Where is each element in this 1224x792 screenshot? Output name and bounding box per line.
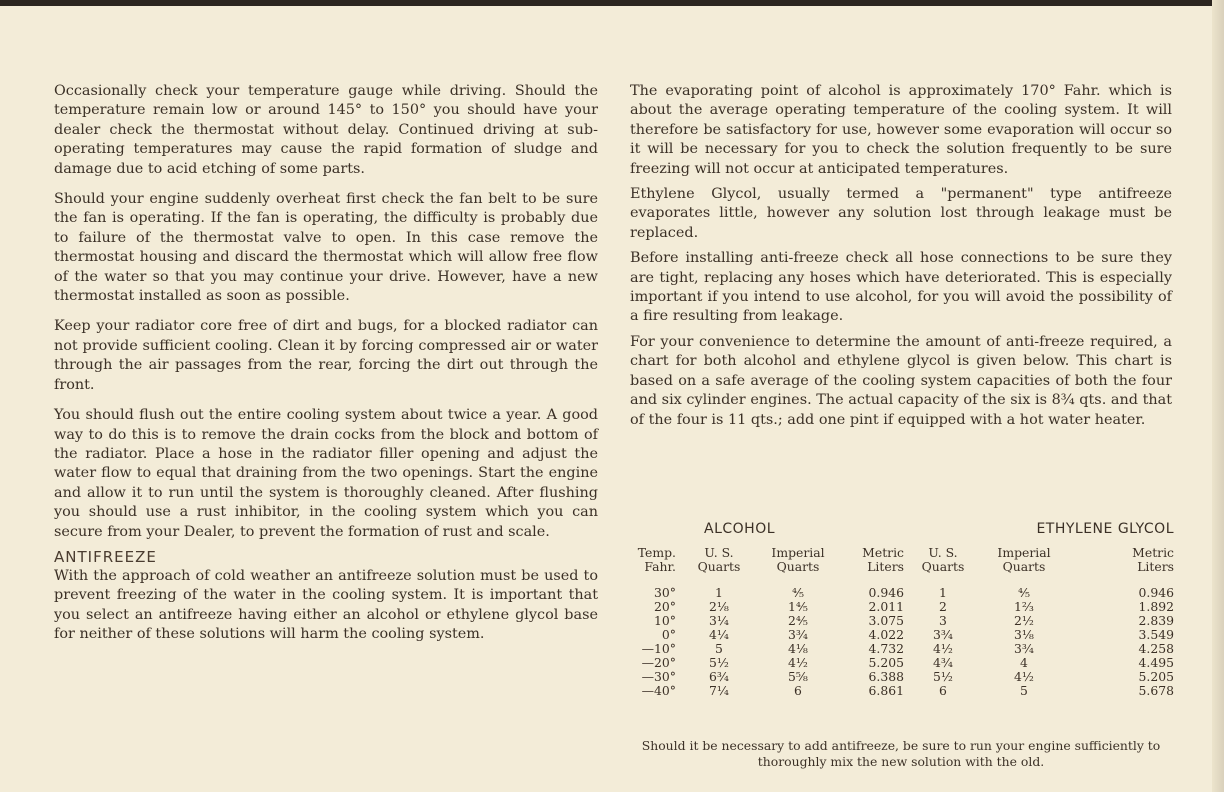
- table-row: [628, 628, 1174, 642]
- glycol-imperial-cell: 5: [1020, 683, 1028, 698]
- chart-column-header-row-1: [628, 546, 1174, 560]
- alcohol-metric-cell: 4.022: [868, 627, 904, 642]
- alcohol-imperial-cell: ⅘: [791, 585, 804, 600]
- alcohol-metric-cell: 5.205: [868, 655, 904, 670]
- table-row: [628, 614, 1174, 628]
- glycol-imperial-cell: 4½: [1014, 669, 1034, 684]
- glycol-group-label: ETHYLENE GLYCOL: [1036, 521, 1174, 537]
- page-top-edge: [0, 0, 1224, 6]
- table-row: [628, 600, 1174, 614]
- alcohol-us-cell: 1: [715, 585, 723, 600]
- table-row: [628, 670, 1174, 684]
- alcohol-metric-cell: 6.388: [868, 669, 904, 684]
- temp-cell: —30°: [641, 669, 676, 684]
- temp-cell: 10°: [654, 613, 676, 628]
- glycol-us-cell: 4¾: [933, 655, 953, 670]
- paragraph-chart-intro: For your convenience to determine the amount of anti-freeze required, a chart for both alcohol and ethylene glycol is given below. This chart is based on a safe average of the cooling system capacities of both the four and six cylinder engines. The actual capacity of the six is 8¾ qts. and that of the four is 11 qts.; add one pint if equipped with a hot water heater.: [630, 333, 1172, 428]
- glycol-metric-cell: 3.549: [1138, 627, 1174, 642]
- section-heading-antifreeze: ANTIFREEZE: [54, 547, 157, 566]
- alcohol-imperial-cell: 2⅘: [788, 613, 808, 628]
- paragraph-hose-connections: Before installing anti-freeze check all hose connections to be sure they are tight, replacing any hoses which have deteriorated. This is especially important if you intend to use alcohol, for you will avoid the possibility of a fire resulting from leakage.: [630, 250, 1172, 325]
- alcohol-us-cell: 4¼: [709, 627, 729, 642]
- header-alcohol-us-unit: Quarts: [697, 559, 741, 574]
- alcohol-us-cell: 2⅛: [709, 599, 729, 614]
- glycol-metric-cell: 4.258: [1138, 641, 1174, 656]
- glycol-imperial-cell: 1⅔: [1014, 599, 1034, 614]
- header-alcohol-imperial-unit: Quarts: [776, 559, 820, 574]
- header-glycol-metric-unit: Liters: [1137, 559, 1174, 574]
- alcohol-us-cell: 5½: [709, 655, 729, 670]
- temp-cell: —40°: [641, 683, 676, 698]
- glycol-imperial-cell: 3¾: [1014, 641, 1034, 656]
- alcohol-imperial-cell: 3¾: [788, 627, 808, 642]
- glycol-metric-cell: 2.839: [1138, 613, 1174, 628]
- chart-column-header-row-2: [628, 560, 1174, 574]
- chart-footnote: Should it be necessary to add antifreeze, be sure to run your engine sufficiently to thoroughly mix the new solution with the old.: [641, 738, 1161, 769]
- alcohol-metric-cell: 3.075: [868, 613, 904, 628]
- paragraph-ethylene-glycol: Ethylene Glycol, usually termed a "permanent" type antifreeze evaporates little, however any solution lost through leakage must be replaced.: [630, 186, 1172, 241]
- glycol-us-cell: 2: [939, 599, 947, 614]
- glycol-us-cell: 1: [939, 585, 947, 600]
- glycol-imperial-cell: 2½: [1014, 613, 1034, 628]
- glycol-imperial-cell: ⅘: [1017, 585, 1030, 600]
- glycol-metric-cell: 0.946: [1138, 585, 1174, 600]
- paragraph-flush-system: You should flush out the entire cooling system about twice a year. A good way to do this is to remove the drain cocks from the block and bottom of the radiator. Place a hose in the radiator filler opening and adjust the water flow to equal that draining from the two openings. Start the engine and allow it to run until the system is thoroughly cleaned. After flushing you should use a rust inhibitor, in the cooling system which you can secure from your Dealer, to prevent the formation of rust and scale.: [54, 407, 598, 540]
- glycol-metric-cell: 5.678: [1138, 683, 1174, 698]
- alcohol-metric-cell: 4.732: [868, 641, 904, 656]
- alcohol-imperial-cell: 6: [794, 683, 802, 698]
- header-alcohol-metric-unit: Liters: [867, 559, 904, 574]
- alcohol-imperial-cell: 5⅝: [788, 669, 808, 684]
- temp-cell: 0°: [661, 627, 676, 642]
- alcohol-imperial-cell: 4⅛: [788, 641, 808, 656]
- header-temp: Temp.: [637, 545, 676, 560]
- table-row: [628, 586, 1174, 600]
- chart-group-header-row: [628, 522, 1174, 546]
- glycol-us-cell: 5½: [933, 669, 953, 684]
- alcohol-us-cell: 3¼: [709, 613, 729, 628]
- paragraph-antifreeze-intro: With the approach of cold weather an antifreeze solution must be used to prevent freezing of the water in the cooling system. It is important that you select an antifreeze having either an alcohol or ethylene glycol base for neither of these solutions will harm the cooling system.: [54, 567, 598, 643]
- table-row: [628, 684, 1174, 698]
- left-column: [54, 82, 598, 656]
- alcohol-us-cell: 6¾: [709, 669, 729, 684]
- alcohol-metric-cell: 0.946: [868, 585, 904, 600]
- table-row: [628, 656, 1174, 670]
- header-glycol-us-unit: Quarts: [921, 559, 965, 574]
- glycol-imperial-cell: 4: [1020, 655, 1028, 670]
- alcohol-us-cell: 7¼: [709, 683, 729, 698]
- header-alcohol-imperial: Imperial: [771, 545, 825, 560]
- paragraph-engine-overheat: Should your engine suddenly overheat first check the fan belt to be sure the fan is operating. If the fan is operating, the difficulty is probably due to failure of the thermostat valve to open. In this case remove the thermostat housing and discard the thermostat which will allow free flow of the water so that you may continue your drive. However, have a new thermostat installed as soon as possible.: [54, 191, 598, 305]
- table-row: [628, 642, 1174, 656]
- glycol-imperial-cell: 3⅛: [1014, 627, 1034, 642]
- glycol-us-cell: 3: [939, 613, 947, 628]
- glycol-metric-cell: 5.205: [1138, 669, 1174, 684]
- temp-cell: 20°: [654, 599, 676, 614]
- header-glycol-imperial: Imperial: [997, 545, 1051, 560]
- alcohol-group-label: ALCOHOL: [704, 521, 776, 537]
- header-glycol-metric: Metric: [1132, 545, 1174, 560]
- alcohol-metric-cell: 6.861: [868, 683, 904, 698]
- header-alcohol-metric: Metric: [862, 545, 904, 560]
- paragraph-temperature-gauge: Occasionally check your temperature gauge while driving. Should the temperature remain low or around 145° to 150° you should have your dealer check the thermostat without delay. Continued driving at sub-operating temperatures may cause the rapid formation of sludge and damage due to acid etching of some parts.: [54, 83, 598, 177]
- glycol-us-cell: 6: [939, 683, 947, 698]
- alcohol-us-cell: 5: [715, 641, 723, 656]
- temp-cell: 30°: [654, 585, 676, 600]
- glycol-us-cell: 4½: [933, 641, 953, 656]
- alcohol-imperial-cell: 4½: [788, 655, 808, 670]
- glycol-us-cell: 3¾: [933, 627, 953, 642]
- header-alcohol-us: U. S.: [704, 545, 734, 560]
- glycol-metric-cell: 4.495: [1138, 655, 1174, 670]
- header-glycol-us: U. S.: [928, 545, 958, 560]
- paragraph-radiator-core: Keep your radiator core free of dirt and bugs, for a blocked radiator can not provide sufficient cooling. Clean it by forcing compressed air or water through the air passages from the rear, forcing the dirt out through the front.: [54, 318, 598, 393]
- header-temp-unit: Fahr.: [644, 559, 676, 574]
- antifreeze-chart: [628, 522, 1174, 698]
- header-glycol-imperial-unit: Quarts: [1002, 559, 1046, 574]
- alcohol-imperial-cell: 1⅘: [788, 599, 808, 614]
- temp-cell: —20°: [641, 655, 676, 670]
- right-column: [630, 82, 1172, 436]
- page-right-edge: [1212, 0, 1224, 792]
- paragraph-alcohol-evaporation: The evaporating point of alcohol is approximately 170° Fahr. which is about the average operating temperature of the cooling system. It will therefore be satisfactory for use, however some evaporation will occur so it will be necessary for you to check the solution frequently to be sure freezing will not occur at anticipated temperatures.: [630, 83, 1172, 177]
- alcohol-metric-cell: 2.011: [868, 599, 904, 614]
- temp-cell: —10°: [641, 641, 676, 656]
- glycol-metric-cell: 1.892: [1138, 599, 1174, 614]
